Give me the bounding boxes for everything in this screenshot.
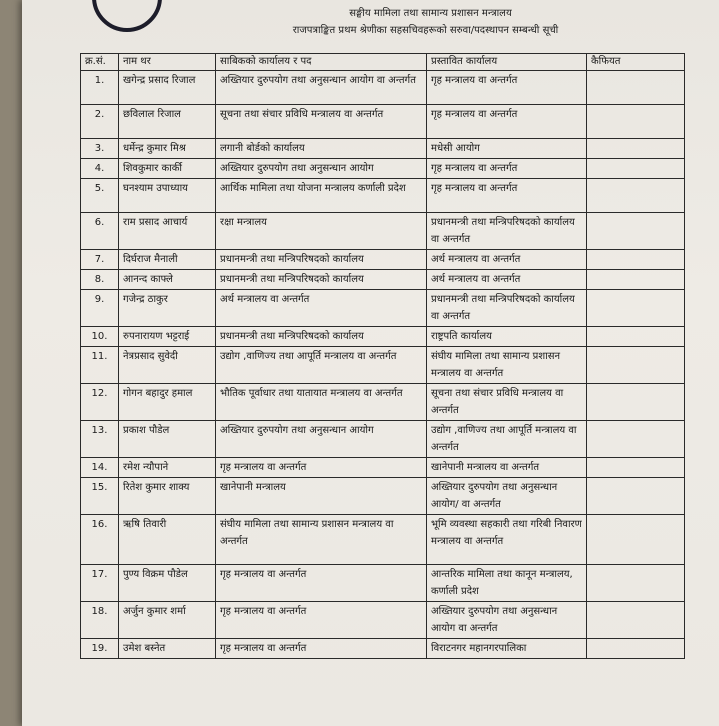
row-serial: 15. [81,478,119,515]
row-name: घनश्याम उपाध्याय [119,179,216,213]
row-remarks [587,71,685,105]
row-proposed-office: उद्योग ,वाणिज्य तथा आपूर्ति मन्त्रालय वा अन्तर्गत [427,421,587,458]
table-row [81,478,685,515]
row-serial: 6. [81,213,119,250]
table-row [81,421,685,458]
row-proposed-office: खानेपानी मन्त्रालय वा अन्तर्गत [427,458,587,478]
row-proposed-office: गृह मन्त्रालय वा अन्तर्गत [427,71,587,105]
row-remarks [587,565,685,602]
row-remarks [587,347,685,384]
table-row [81,250,685,270]
row-name: पुण्य विक्रम पौडेल [119,565,216,602]
row-previous-office: लगानी बोर्डको कार्यालय [216,139,427,159]
row-name: रितेश कुमार शाक्य [119,478,216,515]
row-previous-office: अख्तियार दुरुपयोग तथा अनुसन्धान आयोग [216,421,427,458]
document-title: सङ्घीय मामिला तथा सामान्य प्रशासन मन्त्रालय [349,8,512,19]
row-serial: 4. [81,159,119,179]
row-proposed-office: भूमि व्यवस्था सहकारी तथा गरिबी निवारण मन्त्रालय वा अन्तर्गत [427,515,587,565]
row-remarks [587,213,685,250]
row-remarks [587,290,685,327]
table-row [81,384,685,421]
row-serial: 16. [81,515,119,565]
row-remarks [587,159,685,179]
transfer-table [80,53,685,659]
row-previous-office: संघीय मामिला तथा सामान्य प्रशासन मन्त्रालय वा अन्तर्गत [216,515,427,565]
row-previous-office: अख्तियार दुरुपयोग तथा अनुसन्धान आयोग [216,159,427,179]
row-remarks [587,250,685,270]
row-remarks [587,179,685,213]
row-proposed-office: अख्तियार दुरुपयोग तथा अनुसन्धान आयोग वा अन्तर्गत [427,602,587,639]
row-previous-office: भौतिक पूर्वाधार तथा यातायात मन्त्रालय वा अन्तर्गत [216,384,427,421]
table-body [81,71,685,659]
row-remarks [587,270,685,290]
row-serial: 7. [81,250,119,270]
row-previous-office: प्रधानमन्त्री तथा मन्त्रिपरिषदको कार्यालय [216,270,427,290]
row-serial: 11. [81,347,119,384]
row-proposed-office: अर्थ मन्त्रालय वा अन्तर्गत [427,250,587,270]
row-serial: 19. [81,639,119,659]
row-serial: 17. [81,565,119,602]
row-remarks [587,639,685,659]
row-previous-office: खानेपानी मन्त्रालय [216,478,427,515]
row-previous-office: अख्तियार दुरुपयोग तथा अनुसन्धान आयोग वा अन्तर्गत [216,71,427,105]
row-name: दिर्घराज मैनाली [119,250,216,270]
header-serial: क्र.सं. [81,54,119,71]
table-row [81,270,685,290]
row-previous-office: गृह मन्त्रालय वा अन्तर्गत [216,602,427,639]
row-name: अर्जुन कुमार शर्मा [119,602,216,639]
header-remarks: कैफियत [587,54,685,71]
row-remarks [587,384,685,421]
row-name: गोगन बहादुर हमाल [119,384,216,421]
row-proposed-office: प्रधानमन्त्री तथा मन्त्रिपरिषदको कार्यालय वा अन्तर्गत [427,290,587,327]
table-row [81,139,685,159]
row-serial: 1. [81,71,119,105]
row-serial: 13. [81,421,119,458]
row-serial: 2. [81,105,119,139]
row-previous-office: प्रधानमन्त्री तथा मन्त्रिपरिषदको कार्यालय [216,250,427,270]
row-previous-office: सूचना तथा संचार प्रविधि मन्त्रालय वा अन्तर्गत [216,105,427,139]
row-serial: 5. [81,179,119,213]
row-serial: 12. [81,384,119,421]
row-name: गजेन्द्र ठाकुर [119,290,216,327]
row-previous-office: गृह मन्त्रालय वा अन्तर्गत [216,639,427,659]
row-remarks [587,105,685,139]
row-remarks [587,139,685,159]
table-row [81,347,685,384]
row-serial: 9. [81,290,119,327]
header-name: नाम थर [119,54,216,71]
row-name: राम प्रसाद आचार्य [119,213,216,250]
row-proposed-office: मधेसी आयोग [427,139,587,159]
row-name: खगेन्द्र प्रसाद रिजाल [119,71,216,105]
table-row [81,159,685,179]
row-remarks [587,478,685,515]
row-name: रुपनारायण भट्टराई [119,327,216,347]
table-row [81,327,685,347]
row-remarks [587,421,685,458]
table-row [81,515,685,565]
row-previous-office: उद्योग ,वाणिज्य तथा आपूर्ति मन्त्रालय वा अन्तर्गत [216,347,427,384]
row-remarks [587,327,685,347]
row-previous-office: रक्षा मन्त्रालय [216,213,427,250]
row-serial: 10. [81,327,119,347]
row-name: प्रकाश पौडेल [119,421,216,458]
row-remarks [587,602,685,639]
row-previous-office: आर्थिक मामिला तथा योजना मन्त्रालय कर्णाली प्रदेश [216,179,427,213]
table-row [81,179,685,213]
row-previous-office: गृह मन्त्रालय वा अन्तर्गत [216,458,427,478]
row-proposed-office: आन्तरिक मामिला तथा कानून मन्त्रालय, कर्णाली प्रदेश [427,565,587,602]
row-previous-office: अर्थ मन्त्रालय वा अन्तर्गत [216,290,427,327]
row-name: उमेश बस्नेत [119,639,216,659]
row-proposed-office: गृह मन्त्रालय वा अन्तर्गत [427,159,587,179]
row-proposed-office: अख्तियार दुरुपयोग तथा अनुसन्धान आयोग/ वा अन्तर्गत [427,478,587,515]
table-row [81,105,685,139]
row-remarks [587,515,685,565]
row-name: धर्मेन्द्र कुमार मिश्र [119,139,216,159]
row-name: शिवकुमार कार्की [119,159,216,179]
row-serial: 14. [81,458,119,478]
row-previous-office: गृह मन्त्रालय वा अन्तर्गत [216,565,427,602]
row-name: ऋषि तिवारी [119,515,216,565]
row-proposed-office: अर्थ मन्त्रालय वा अन्तर्गत [427,270,587,290]
row-proposed-office: गृह मन्त्रालय वा अन्तर्गत [427,179,587,213]
row-remarks [587,458,685,478]
row-serial: 8. [81,270,119,290]
table-header-row [81,54,685,71]
row-proposed-office: विराटनगर महानगरपालिका [427,639,587,659]
row-previous-office: प्रधानमन्त्री तथा मन्त्रिपरिषदको कार्यालय [216,327,427,347]
document-subtitle: राजपत्राङ्कित प्रथम श्रेणीका सहसचिवहरूको सरुवा/पदस्थापन सम्बन्धी सूची [292,25,559,36]
table-row [81,639,685,659]
header-previous-office: साबिकको कार्यालय र पद [216,54,427,71]
row-name: रमेश न्यौपाने [119,458,216,478]
document-page [22,0,719,726]
row-serial: 18. [81,602,119,639]
row-name: छविलाल रिजाल [119,105,216,139]
row-proposed-office: गृह मन्त्रालय वा अन्तर्गत [427,105,587,139]
row-serial: 3. [81,139,119,159]
table-row [81,290,685,327]
table-row [81,71,685,105]
row-proposed-office: संघीय मामिला तथा सामान्य प्रशासन मन्त्रालय वा अन्तर्गत [427,347,587,384]
row-name: नेत्रप्रसाद सुवेदी [119,347,216,384]
row-proposed-office: प्रधानमन्त्री तथा मन्त्रिपरिषदको कार्यालय वा अन्तर्गत [427,213,587,250]
row-name: आनन्द काफ्ले [119,270,216,290]
table-row [81,213,685,250]
header-proposed-office: प्रस्तावित कार्यालय [427,54,587,71]
table-row [81,565,685,602]
table-row [81,602,685,639]
row-proposed-office: राष्ट्रपति कार्यालय [427,327,587,347]
table-row [81,458,685,478]
row-proposed-office: सूचना तथा संचार प्रविधि मन्त्रालय वा अन्तर्गत [427,384,587,421]
